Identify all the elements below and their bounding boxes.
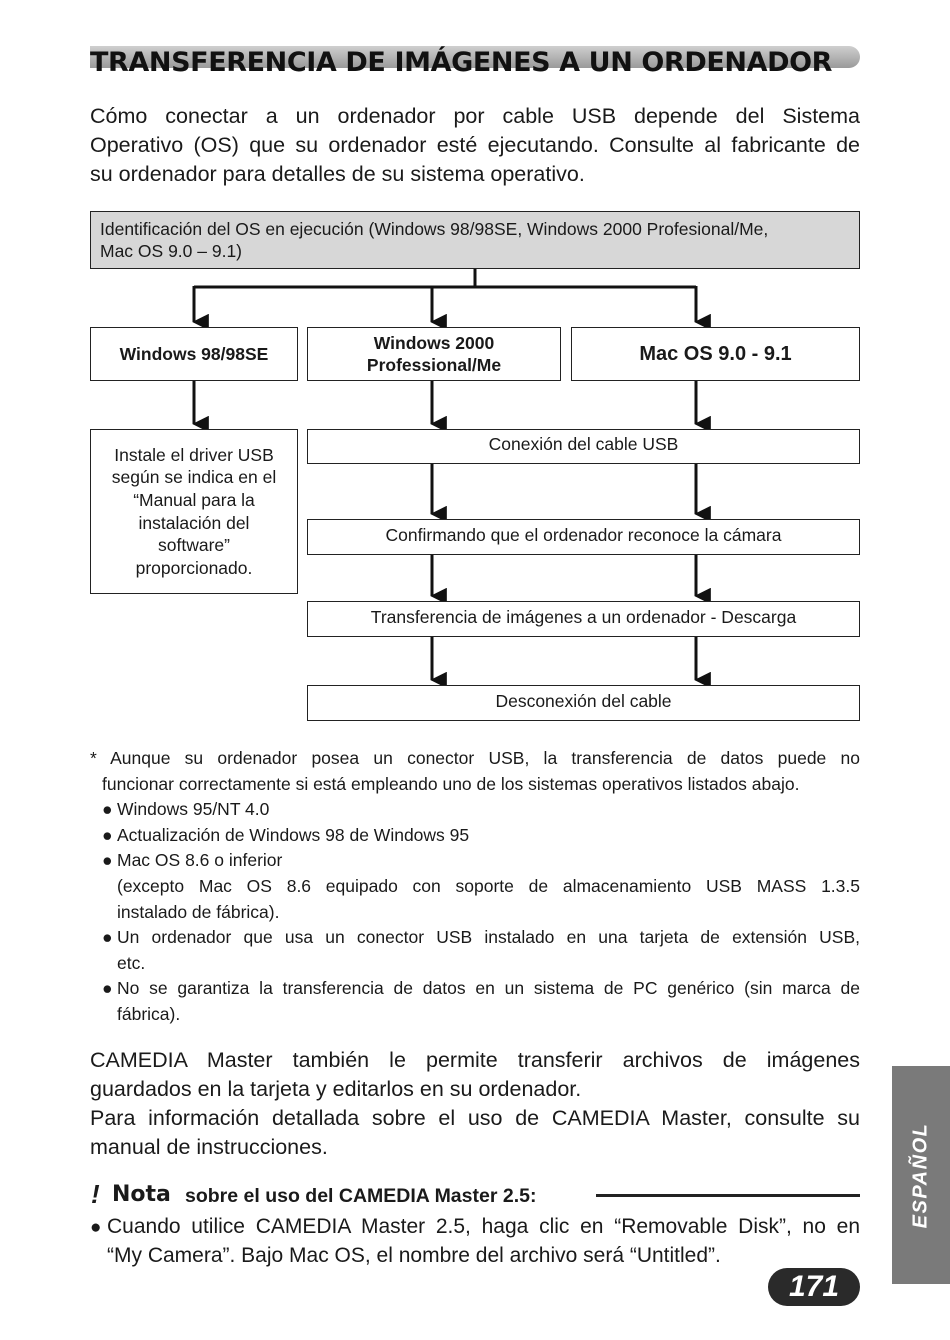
camedia-paragraph xyxy=(90,1046,860,1162)
usb-connection-label: Conexión del cable USB xyxy=(488,434,679,454)
intro-line: Cómo conectar a un ordenador por cable USB depende del Sistema xyxy=(90,104,860,128)
disconnect-cable-label: Desconexión del cable xyxy=(495,691,672,711)
disconnect-cable-box xyxy=(307,685,860,721)
windows2000-line: Windows 2000 xyxy=(373,333,495,353)
windows2000-box xyxy=(307,327,561,381)
note-exclamation-icon: ! xyxy=(91,1179,100,1209)
footnote-bullet-icon: ● xyxy=(102,799,113,819)
driver-install-box xyxy=(90,429,298,594)
windows98-label: Windows 98/98SE xyxy=(119,344,269,364)
note-bullet-icon: ● xyxy=(90,1217,102,1238)
footnote-item: Windows 95/NT 4.0 xyxy=(117,799,270,819)
note-text: Cuando utilice CAMEDIA Master 2.5, haga clic en “Removable Disk”, no en xyxy=(107,1215,860,1238)
camedia-line: manual de instrucciones. xyxy=(90,1135,328,1159)
os-identification-line: Mac OS 9.0 – 9.1) xyxy=(100,241,243,261)
driver-line: proporcionado. xyxy=(135,557,253,578)
transfer-images-label: Transferencia de imágenes a un ordenador - Descarga xyxy=(370,607,797,627)
windows98-box xyxy=(90,327,298,381)
mac-os-box xyxy=(571,327,860,381)
driver-line: Instale el driver USB xyxy=(114,444,274,465)
windows2000-line: Professional/Me xyxy=(366,355,502,375)
driver-line: “Manual para la xyxy=(133,489,255,510)
footnote-item-sub: (excepto Mac OS 8.6 equipado con soporte de almacenamiento USB MASS 1.3.5 xyxy=(117,876,860,896)
intro-line: Operativo (OS) que su ordenador esté ejecutando. Consulte al fabricante de xyxy=(90,133,860,157)
page-title: TRANSFERENCIA DE IMÁGENES A UN ORDENADOR xyxy=(90,47,833,78)
driver-line: software” xyxy=(158,535,230,556)
footnote-item: Mac OS 8.6 o inferior xyxy=(117,850,283,870)
footnote-item-cont: fábrica). xyxy=(117,1004,181,1024)
note-divider xyxy=(596,1194,860,1197)
page-number: 171 xyxy=(768,1268,860,1306)
footnote-intro-cont: funcionar correctamente si está empleando uno de los sistemas operativos listados abajo. xyxy=(102,774,800,794)
footnote-intro: * Aunque su ordenador posea un conector USB, la transferencia de datos puede no xyxy=(90,748,860,768)
footnote-item-cont: etc. xyxy=(117,953,146,973)
note-label: Nota xyxy=(112,1182,171,1207)
footnote-item-sub: instalado de fábrica). xyxy=(117,902,280,922)
camedia-line: Para información detallada sobre el uso de CAMEDIA Master, consulte su xyxy=(90,1106,860,1130)
camedia-line: CAMEDIA Master también le permite transferir archivos de imágenes xyxy=(90,1048,860,1072)
footnote-bullet-icon: ● xyxy=(102,850,113,870)
intro-line: su ordenador para detalles de su sistema operativo. xyxy=(90,162,585,186)
footnote-item: Actualización de Windows 98 de Windows 95 xyxy=(117,825,470,845)
footnote-bullet-icon: ● xyxy=(102,978,113,998)
camedia-line: guardados en la tarjeta y editarlos en su ordenador. xyxy=(90,1077,582,1101)
footnote-item: No se garantiza la transferencia de datos en un sistema de PC genérico (sin marca de xyxy=(117,978,860,998)
driver-line: instalación del xyxy=(138,512,250,533)
os-identification-box xyxy=(90,211,860,269)
note-heading: sobre el uso del CAMEDIA Master 2.5: xyxy=(185,1185,537,1207)
confirm-camera-box xyxy=(307,519,860,555)
usb-connection-box xyxy=(307,429,860,464)
os-identification-line: Identificación del OS en ejecución (Windows 98/98SE, Windows 2000 Profesional/Me, xyxy=(100,219,769,239)
language-label: ESPAÑOL xyxy=(909,1122,932,1228)
note-text-cont: “My Camera”. Bajo Mac OS, el nombre del archivo será “Untitled”. xyxy=(107,1244,721,1267)
footnote-item: Un ordenador que usa un conector USB instalado en una tarjeta de extensión USB, xyxy=(117,927,860,947)
footnote-bullet-icon: ● xyxy=(102,927,113,947)
confirm-camera-label: Confirmando que el ordenador reconoce la cámara xyxy=(385,525,782,545)
footnote-bullet-icon: ● xyxy=(102,825,113,845)
language-side-tab xyxy=(892,1066,950,1284)
mac-os-label: Mac OS 9.0 - 9.1 xyxy=(639,343,792,365)
driver-line: según se indica en el xyxy=(111,467,277,488)
transfer-images-box xyxy=(307,601,860,637)
